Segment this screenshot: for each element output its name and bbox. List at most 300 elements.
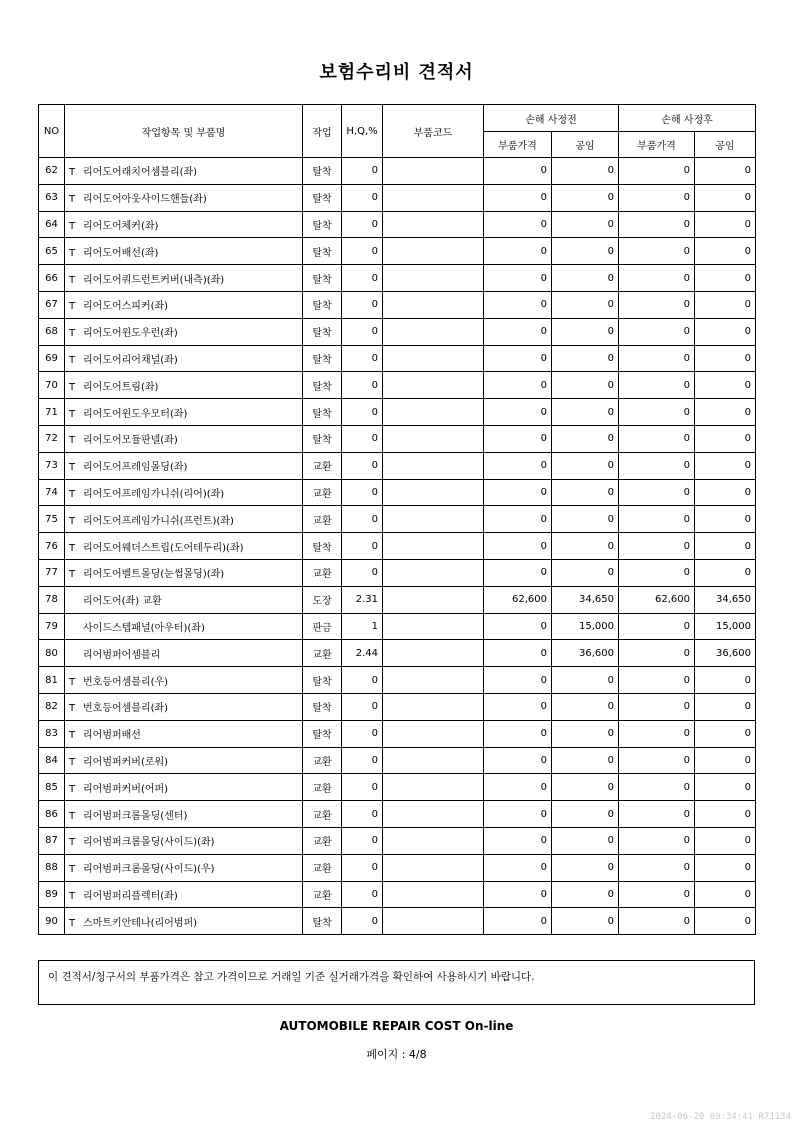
footer-title: AUTOMOBILE REPAIR COST On-line xyxy=(279,1019,514,1033)
cell-item-label: 리어도어아웃사이드핸들(좌) xyxy=(83,194,207,206)
cell-item-name xyxy=(65,452,303,479)
cell-after-labor: 0 xyxy=(695,774,756,801)
cell-before-part-price: 0 xyxy=(484,747,552,774)
cell-type-marker: T xyxy=(69,462,76,474)
cell-item-name xyxy=(65,318,303,345)
cell-after-labor: 0 xyxy=(695,854,756,881)
cell-hq: 0 xyxy=(342,291,383,318)
cell-before-labor: 0 xyxy=(552,318,619,345)
cell-before-part-price: 0 xyxy=(484,827,552,854)
cell-after-part-price: 0 xyxy=(619,211,695,238)
cell-after-labor: 0 xyxy=(695,720,756,747)
cell-part-code xyxy=(383,667,484,694)
header-work: 작업 xyxy=(303,105,342,158)
cell-type-marker: T xyxy=(69,703,76,715)
cell-before-part-price: 0 xyxy=(484,425,552,452)
cell-after-labor: 36,600 xyxy=(695,640,756,667)
cell-item-label: 번호등어셈블리(우) xyxy=(83,676,169,688)
cell-after-labor: 0 xyxy=(695,827,756,854)
cell-work: 교환 xyxy=(303,559,342,586)
cell-after-labor: 0 xyxy=(695,425,756,452)
cell-item-label: 리어범퍼크롬몰딩(센터) xyxy=(83,810,188,822)
table-row xyxy=(39,291,756,318)
cell-item-name xyxy=(65,372,303,399)
cell-part-code xyxy=(383,693,484,720)
cell-hq: 0 xyxy=(342,881,383,908)
cell-part-code xyxy=(383,158,484,185)
cell-work: 교환 xyxy=(303,854,342,881)
table-row xyxy=(39,158,756,185)
cell-item-label: 리어도어프레임가니쉬(프런트)(좌) xyxy=(83,515,234,527)
cell-hq: 0 xyxy=(342,372,383,399)
cell-before-part-price: 0 xyxy=(484,372,552,399)
cell-after-part-price: 0 xyxy=(619,801,695,828)
cell-part-code xyxy=(383,372,484,399)
cell-no: 83 xyxy=(39,720,65,747)
cell-part-code xyxy=(383,506,484,533)
cell-type-marker: T xyxy=(69,408,76,420)
cell-no: 90 xyxy=(39,908,65,935)
cell-no: 84 xyxy=(39,747,65,774)
cell-work: 탈착 xyxy=(303,184,342,211)
cell-no: 79 xyxy=(39,613,65,640)
cell-part-code xyxy=(383,479,484,506)
cell-before-labor: 0 xyxy=(552,747,619,774)
cell-part-code xyxy=(383,184,484,211)
table-row xyxy=(39,613,756,640)
cell-hq: 0 xyxy=(342,452,383,479)
cell-before-labor: 0 xyxy=(552,827,619,854)
cell-type-marker: T xyxy=(69,542,76,554)
cell-type-marker: T xyxy=(69,837,76,849)
cell-hq: 0 xyxy=(342,801,383,828)
cell-after-part-price: 0 xyxy=(619,184,695,211)
cell-item-name xyxy=(65,533,303,560)
cell-no: 78 xyxy=(39,586,65,613)
cell-before-labor: 0 xyxy=(552,211,619,238)
cell-work: 교환 xyxy=(303,801,342,828)
cell-before-part-price: 62,600 xyxy=(484,586,552,613)
cell-before-part-price: 0 xyxy=(484,667,552,694)
cell-after-labor: 0 xyxy=(695,265,756,292)
cell-after-part-price: 0 xyxy=(619,425,695,452)
cell-item-name xyxy=(65,184,303,211)
cell-before-part-price: 0 xyxy=(484,265,552,292)
cell-work: 교환 xyxy=(303,479,342,506)
cell-item-name xyxy=(65,425,303,452)
cell-part-code xyxy=(383,640,484,667)
cell-after-part-price: 0 xyxy=(619,854,695,881)
table-row xyxy=(39,827,756,854)
cell-item-name xyxy=(65,801,303,828)
table-row xyxy=(39,318,756,345)
cell-after-labor: 0 xyxy=(695,399,756,426)
cell-part-code xyxy=(383,318,484,345)
cell-after-part-price: 0 xyxy=(619,747,695,774)
cell-after-part-price: 0 xyxy=(619,774,695,801)
cell-after-part-price: 0 xyxy=(619,452,695,479)
cell-type-marker: T xyxy=(69,247,76,259)
cell-after-part-price: 0 xyxy=(619,693,695,720)
table-row xyxy=(39,533,756,560)
table-row xyxy=(39,559,756,586)
cell-no: 80 xyxy=(39,640,65,667)
cell-before-labor: 0 xyxy=(552,345,619,372)
cell-part-code xyxy=(383,238,484,265)
cell-no: 66 xyxy=(39,265,65,292)
cell-work: 탈착 xyxy=(303,425,342,452)
cell-before-part-price: 0 xyxy=(484,801,552,828)
header-after-labor: 공임 xyxy=(695,132,756,158)
cell-type-marker: T xyxy=(69,381,76,393)
cell-item-label: 리어도어리어채널(좌) xyxy=(83,354,178,366)
cell-before-labor: 0 xyxy=(552,265,619,292)
table-row xyxy=(39,720,756,747)
cell-after-part-price: 0 xyxy=(619,533,695,560)
cell-type-marker: T xyxy=(69,810,76,822)
cell-before-labor: 0 xyxy=(552,667,619,694)
cell-no: 74 xyxy=(39,479,65,506)
cell-item-label: 리어도어프레임몰딩(좌) xyxy=(83,462,188,474)
cell-before-part-price: 0 xyxy=(484,908,552,935)
cell-after-labor: 0 xyxy=(695,908,756,935)
cell-item-label: 리어범퍼어셈블리 xyxy=(83,649,161,661)
cell-part-code xyxy=(383,559,484,586)
cell-no: 69 xyxy=(39,345,65,372)
cell-part-code xyxy=(383,425,484,452)
cell-item-label: 리어도어윈도우모터(좌) xyxy=(83,408,188,420)
cell-type-marker: T xyxy=(69,194,76,206)
cell-before-labor: 0 xyxy=(552,238,619,265)
cell-item-label: 리어도어프레임가니쉬(리어)(좌) xyxy=(83,488,225,500)
cell-hq: 0 xyxy=(342,908,383,935)
cell-work: 교환 xyxy=(303,506,342,533)
cell-type-marker: T xyxy=(69,354,76,366)
cell-before-part-price: 0 xyxy=(484,559,552,586)
cell-item-name xyxy=(65,345,303,372)
cell-item-name xyxy=(65,720,303,747)
cell-hq: 0 xyxy=(342,533,383,560)
cell-hq: 0 xyxy=(342,506,383,533)
cell-type-marker: T xyxy=(69,730,76,742)
cell-part-code xyxy=(383,586,484,613)
cell-before-labor: 0 xyxy=(552,506,619,533)
cell-work: 판금 xyxy=(303,613,342,640)
cell-hq: 0 xyxy=(342,479,383,506)
cell-item-name xyxy=(65,774,303,801)
cell-work: 탈착 xyxy=(303,265,342,292)
cell-type-marker: T xyxy=(69,167,76,179)
cell-before-labor: 0 xyxy=(552,184,619,211)
table-row xyxy=(39,425,756,452)
cell-item-name xyxy=(65,613,303,640)
cell-work: 교환 xyxy=(303,452,342,479)
print-timestamp: 2024-06-20 09:34:41 R71134 xyxy=(650,1112,791,1122)
header-before: 손해 사정전 xyxy=(484,105,619,132)
estimate-table xyxy=(38,104,756,935)
cell-item-name xyxy=(65,399,303,426)
table-row xyxy=(39,399,756,426)
cell-type-marker: T xyxy=(69,220,76,232)
cell-before-labor: 0 xyxy=(552,452,619,479)
cell-no: 73 xyxy=(39,452,65,479)
cell-hq: 0 xyxy=(342,345,383,372)
header-before-labor: 공임 xyxy=(552,132,619,158)
cell-item-label: 리어도어(좌) 교환 xyxy=(83,596,162,608)
cell-part-code xyxy=(383,881,484,908)
cell-work: 탈착 xyxy=(303,720,342,747)
cell-after-labor: 0 xyxy=(695,693,756,720)
cell-type-marker: T xyxy=(69,569,76,581)
table-row xyxy=(39,184,756,211)
header-no: NO xyxy=(39,105,65,158)
cell-item-label: 번호등어셈블리(좌) xyxy=(83,703,169,715)
cell-item-label: 리어도어벨트몰딩(눈썹몰딩)(좌) xyxy=(83,569,225,581)
cell-type-marker: T xyxy=(69,864,76,876)
cell-no: 70 xyxy=(39,372,65,399)
cell-part-code xyxy=(383,211,484,238)
cell-before-part-price: 0 xyxy=(484,399,552,426)
cell-item-name xyxy=(65,693,303,720)
cell-after-part-price: 0 xyxy=(619,827,695,854)
cell-hq: 2.44 xyxy=(342,640,383,667)
page-number: 페이지 : 4/8 xyxy=(366,1048,427,1061)
cell-before-labor: 15,000 xyxy=(552,613,619,640)
cell-part-code xyxy=(383,774,484,801)
cell-before-labor: 0 xyxy=(552,479,619,506)
cell-item-name xyxy=(65,747,303,774)
cell-work: 교환 xyxy=(303,881,342,908)
cell-item-label: 사이드스텝패널(아우터)(좌) xyxy=(83,622,205,634)
cell-work: 탈착 xyxy=(303,318,342,345)
cell-work: 교환 xyxy=(303,747,342,774)
cell-item-label: 리어도어래치어셈블리(좌) xyxy=(83,167,198,179)
cell-work: 탈착 xyxy=(303,399,342,426)
cell-no: 81 xyxy=(39,667,65,694)
cell-before-part-price: 0 xyxy=(484,693,552,720)
table-row xyxy=(39,452,756,479)
cell-no: 71 xyxy=(39,399,65,426)
cell-after-labor: 0 xyxy=(695,372,756,399)
cell-before-part-price: 0 xyxy=(484,533,552,560)
cell-after-labor: 0 xyxy=(695,318,756,345)
cell-after-part-price: 0 xyxy=(619,613,695,640)
table-row xyxy=(39,640,756,667)
cell-item-name xyxy=(65,265,303,292)
cell-part-code xyxy=(383,345,484,372)
cell-work: 탈착 xyxy=(303,238,342,265)
cell-before-labor: 0 xyxy=(552,372,619,399)
cell-before-labor: 0 xyxy=(552,854,619,881)
cell-item-name xyxy=(65,158,303,185)
cell-before-part-price: 0 xyxy=(484,774,552,801)
cell-part-code xyxy=(383,533,484,560)
cell-before-labor: 0 xyxy=(552,801,619,828)
cell-before-part-price: 0 xyxy=(484,158,552,185)
cell-work: 탈착 xyxy=(303,158,342,185)
cell-item-label: 리어범퍼배선 xyxy=(83,730,141,742)
cell-before-labor: 0 xyxy=(552,774,619,801)
cell-before-part-price: 0 xyxy=(484,854,552,881)
cell-before-part-price: 0 xyxy=(484,640,552,667)
cell-before-labor: 0 xyxy=(552,881,619,908)
cell-part-code xyxy=(383,827,484,854)
cell-no: 89 xyxy=(39,881,65,908)
cell-before-part-price: 0 xyxy=(484,452,552,479)
cell-no: 62 xyxy=(39,158,65,185)
cell-item-name xyxy=(65,479,303,506)
cell-item-name xyxy=(65,908,303,935)
cell-before-labor: 0 xyxy=(552,399,619,426)
cell-item-label: 리어범퍼리플렉터(좌) xyxy=(83,890,178,902)
cell-after-labor: 0 xyxy=(695,801,756,828)
cell-no: 76 xyxy=(39,533,65,560)
cell-after-labor: 0 xyxy=(695,533,756,560)
cell-item-name xyxy=(65,827,303,854)
cell-item-label: 리어도어배선(좌) xyxy=(83,247,159,259)
header-after-part-price: 부품가격 xyxy=(619,132,695,158)
cell-after-labor: 0 xyxy=(695,667,756,694)
cell-after-labor: 34,650 xyxy=(695,586,756,613)
table-row xyxy=(39,747,756,774)
cell-hq: 0 xyxy=(342,399,383,426)
cell-before-labor: 34,650 xyxy=(552,586,619,613)
cell-before-part-price: 0 xyxy=(484,345,552,372)
cell-hq: 0 xyxy=(342,265,383,292)
cell-item-label: 리어도어웨더스트립(도어테두리)(좌) xyxy=(83,542,244,554)
cell-hq: 0 xyxy=(342,425,383,452)
cell-before-labor: 0 xyxy=(552,291,619,318)
cell-before-labor: 0 xyxy=(552,559,619,586)
cell-after-part-price: 62,600 xyxy=(619,586,695,613)
cell-before-part-price: 0 xyxy=(484,211,552,238)
cell-before-part-price: 0 xyxy=(484,318,552,345)
cell-before-part-price: 0 xyxy=(484,881,552,908)
table-row xyxy=(39,265,756,292)
cell-type-marker: T xyxy=(69,435,76,447)
cell-type-marker: T xyxy=(69,890,76,902)
cell-no: 64 xyxy=(39,211,65,238)
cell-work: 교환 xyxy=(303,640,342,667)
cell-work: 탈착 xyxy=(303,908,342,935)
cell-after-labor: 0 xyxy=(695,452,756,479)
cell-type-marker: T xyxy=(69,756,76,768)
cell-before-part-price: 0 xyxy=(484,479,552,506)
cell-work: 교환 xyxy=(303,774,342,801)
cell-work: 탈착 xyxy=(303,345,342,372)
cell-work: 탈착 xyxy=(303,372,342,399)
table-row xyxy=(39,881,756,908)
cell-work: 탈착 xyxy=(303,693,342,720)
cell-after-labor: 0 xyxy=(695,559,756,586)
cell-item-name xyxy=(65,238,303,265)
cell-hq: 0 xyxy=(342,774,383,801)
cell-before-part-price: 0 xyxy=(484,184,552,211)
table-row xyxy=(39,667,756,694)
cell-after-part-price: 0 xyxy=(619,640,695,667)
cell-work: 탈착 xyxy=(303,533,342,560)
table-row xyxy=(39,345,756,372)
cell-item-name xyxy=(65,559,303,586)
cell-hq: 0 xyxy=(342,827,383,854)
cell-item-name xyxy=(65,586,303,613)
cell-item-name xyxy=(65,506,303,533)
cell-before-labor: 0 xyxy=(552,693,619,720)
cell-after-labor: 0 xyxy=(695,211,756,238)
cell-after-part-price: 0 xyxy=(619,158,695,185)
cell-after-labor: 0 xyxy=(695,345,756,372)
table-row xyxy=(39,908,756,935)
cell-hq: 0 xyxy=(342,158,383,185)
table-row xyxy=(39,479,756,506)
cell-item-name xyxy=(65,211,303,238)
cell-item-label: 리어도어윈도우런(좌) xyxy=(83,328,178,340)
cell-after-part-price: 0 xyxy=(619,291,695,318)
table-body xyxy=(39,158,756,935)
cell-item-label: 리어범퍼커버(어퍼) xyxy=(83,783,169,795)
cell-type-marker: T xyxy=(69,488,76,500)
table-row xyxy=(39,693,756,720)
cell-after-part-price: 0 xyxy=(619,399,695,426)
cell-work: 탈착 xyxy=(303,291,342,318)
cell-work: 탈착 xyxy=(303,211,342,238)
cell-after-part-price: 0 xyxy=(619,667,695,694)
cell-item-label: 리어도어쿼드런트커버(내측)(좌) xyxy=(83,274,225,286)
cell-item-label: 리어도어스피커(좌) xyxy=(83,301,169,313)
cell-before-labor: 0 xyxy=(552,908,619,935)
cell-hq: 0 xyxy=(342,184,383,211)
cell-after-part-price: 0 xyxy=(619,881,695,908)
table-row xyxy=(39,854,756,881)
header-after: 손해 사정후 xyxy=(619,105,756,132)
header-item: 작업항목 및 부품명 xyxy=(65,105,303,158)
cell-hq: 0 xyxy=(342,211,383,238)
header-hq: H,Q,% xyxy=(342,105,383,158)
cell-item-label: 스마트키안테나(리어범퍼) xyxy=(83,917,198,929)
cell-hq: 0 xyxy=(342,559,383,586)
cell-after-labor: 0 xyxy=(695,158,756,185)
cell-part-code xyxy=(383,265,484,292)
cell-no: 68 xyxy=(39,318,65,345)
cell-before-part-price: 0 xyxy=(484,613,552,640)
cell-item-label: 리어도어체커(좌) xyxy=(83,220,159,232)
cell-part-code xyxy=(383,747,484,774)
cell-type-marker: T xyxy=(69,328,76,340)
cell-work: 교환 xyxy=(303,827,342,854)
cell-no: 88 xyxy=(39,854,65,881)
cell-no: 72 xyxy=(39,425,65,452)
cell-no: 85 xyxy=(39,774,65,801)
header-code: 부품코드 xyxy=(383,105,484,158)
cell-type-marker: T xyxy=(69,676,76,688)
cell-after-part-price: 0 xyxy=(619,908,695,935)
table-row xyxy=(39,586,756,613)
table-row xyxy=(39,774,756,801)
cell-no: 87 xyxy=(39,827,65,854)
cell-after-labor: 0 xyxy=(695,747,756,774)
cell-part-code xyxy=(383,613,484,640)
cell-part-code xyxy=(383,291,484,318)
cell-part-code xyxy=(383,908,484,935)
table-row xyxy=(39,801,756,828)
cell-after-part-price: 0 xyxy=(619,265,695,292)
cell-type-marker: T xyxy=(69,274,76,286)
cell-hq: 0 xyxy=(342,238,383,265)
cell-after-part-price: 0 xyxy=(619,506,695,533)
cell-part-code xyxy=(383,452,484,479)
cell-before-labor: 36,600 xyxy=(552,640,619,667)
cell-before-part-price: 0 xyxy=(484,506,552,533)
